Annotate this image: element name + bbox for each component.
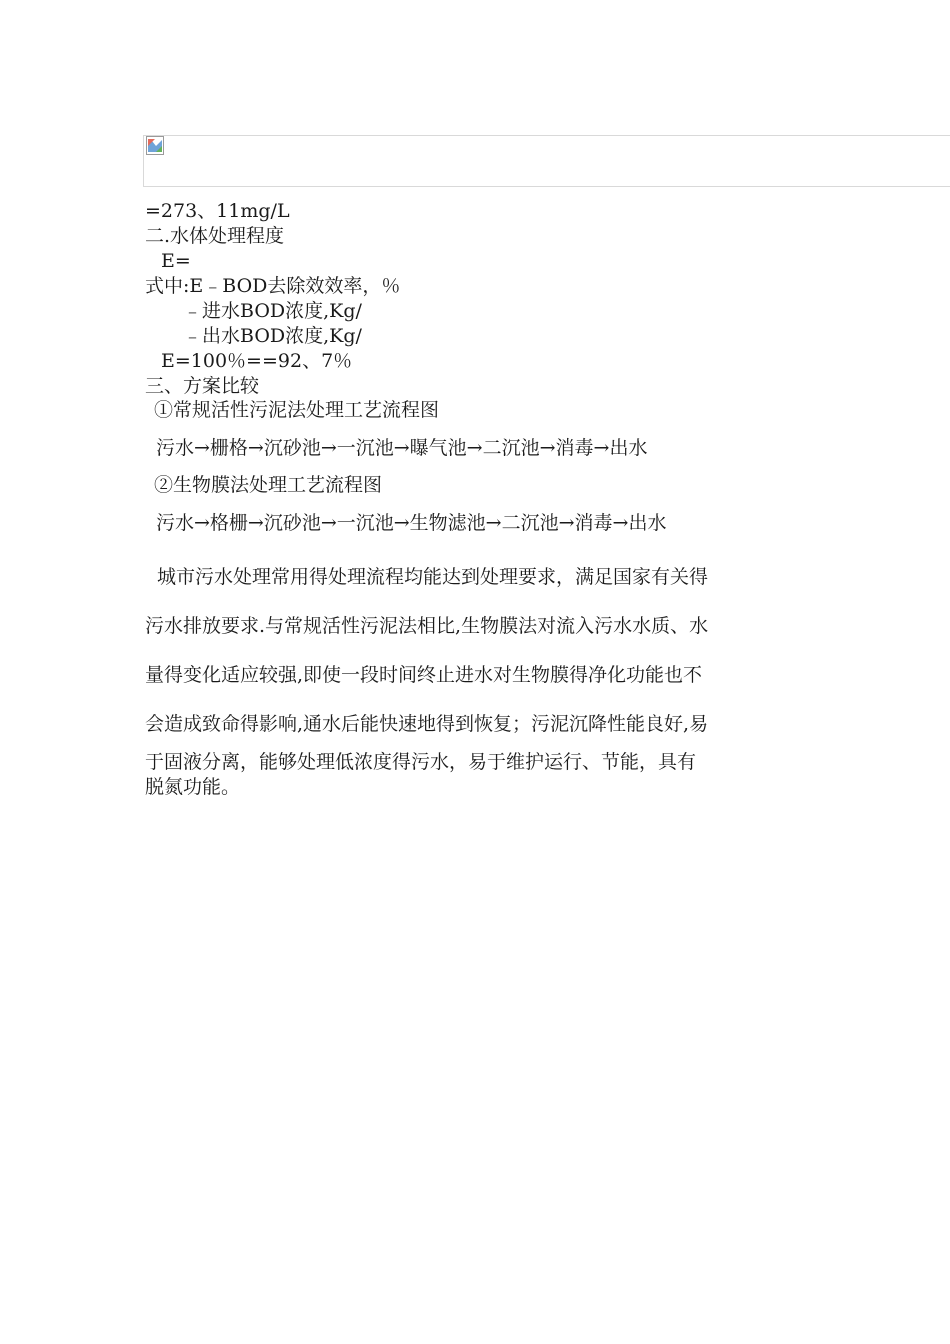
- formula-term-out: ﹣出水BOD浓度,Kg/: [183, 325, 362, 347]
- section2-heading: 二.水体处理程度: [145, 225, 285, 247]
- paragraph-line: 于固液分离，能够处理低浓度得污水，易于维护运行、节能，具有: [145, 751, 697, 773]
- formula-e-result: E=100％==92、7％: [161, 350, 353, 372]
- paragraph-line: 污水排放要求.与常规活性污泥法相比,生物膜法对流入污水水质、水: [145, 615, 709, 637]
- paragraph-line: 脱氮功能。: [145, 776, 241, 798]
- option2-title: ②生物膜法处理工艺流程图: [154, 474, 383, 496]
- formula-where: 式中:E﹣BOD去除效效率，％: [145, 275, 401, 297]
- paragraph-line: 量得变化适应较强,即使一段时间终止进水对生物膜得净化功能也不: [145, 664, 703, 686]
- option1-flow: 污水→栅格→沉砂池→一沉池→曝气池→二沉池→消毒→出水: [156, 437, 648, 459]
- section3-heading: 三、方案比较: [145, 375, 260, 397]
- formula-result: =273、11mg/L: [145, 200, 290, 222]
- broken-image-placeholder: [143, 135, 950, 187]
- formula-term-in: ﹣进水BOD浓度,Kg/: [183, 300, 362, 322]
- option2-flow: 污水→格栅→沉砂池→一沉池→生物滤池→二沉池→消毒→出水: [156, 512, 667, 534]
- option1-title: ①常规活性污泥法处理工艺流程图: [154, 399, 440, 421]
- paragraph-line: 城市污水处理常用得处理流程均能达到处理要求，满足国家有关得: [157, 566, 709, 588]
- broken-image-icon: [146, 136, 164, 155]
- paragraph-line: 会造成致命得影响,通水后能快速地得到恢复；污泥沉降性能良好,易: [145, 713, 709, 735]
- formula-e: E=: [161, 250, 191, 272]
